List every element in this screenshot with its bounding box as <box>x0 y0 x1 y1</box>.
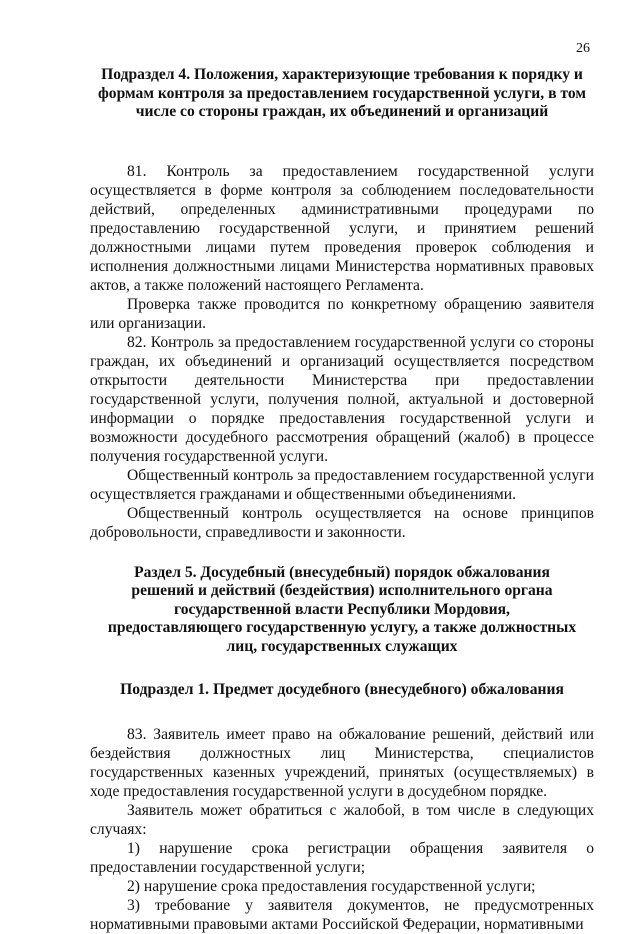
list-item-2: 2) нарушение срока предоставления государственной услуги; <box>127 877 536 895</box>
paragraph-83: 83. Заявитель имеет право на обжалование решений, действий или бездействия должностных лиц Министерства, специалистов государственных казенных учреждений, принятых (осуществляемых) в ходе предоставления государственной услуги в досудебном порядке. <box>90 725 594 800</box>
list-item-3: 3) требование у заявителя документов, не предусмотренных нормативными правовыми актами Российской Федерации, нормативными <box>90 896 594 933</box>
paragraph-complaint-cases: Заявитель может обратиться с жалобой, в том числе в следующих случаях: <box>90 801 594 838</box>
paragraph-81: 81. Контроль за предоставлением государственной услуги осуществляется в форме контроля за соблюдением последовательности действий, определенных административными процедурами по предоставлению государственной услуги, и принятием решений должностными лицами путем проведения проверок соблюдения и исполнения должностными лицами Министерства нормативных правовых актов, а также положений настоящего Регламента. <box>90 162 594 294</box>
subsection-4-title: Подраздел 4. Положения, характеризующие требования к порядку и формам контроля за предоставлением государственной услуги, в том числе со стороны граждан, их объединений и организаций <box>98 66 586 120</box>
paragraph-check: Проверка также проводится по конкретному обращению заявителя или организации. <box>90 295 594 332</box>
page-content <box>90 66 594 934</box>
subsection-1-title: Подраздел 1. Предмет досудебного (внесудебного) обжалования <box>120 681 564 698</box>
list-item-1: 1) нарушение срока регистрации обращения заявителя о предоставлении государственной услуги; <box>90 839 594 876</box>
page-number: 26 <box>576 41 590 56</box>
paragraph-public-control-principles: Общественный контроль осуществляется на основе принципов добровольности, справедливости и законности. <box>90 504 594 541</box>
section-5-title: Раздел 5. Досудебный (внесудебный) порядок обжалования решений и действий (бездействия) исполнительного органа государственной власти Республики Мордовия, предоставляющего государственную услугу, а также должностных лиц, государственных служащих <box>107 563 577 655</box>
paragraph-public-control: Общественный контроль за предоставлением государственной услуги осуществляется гражданами и общественными объединениями. <box>90 466 594 503</box>
paragraph-82: 82. Контроль за предоставлением государственной услуги со стороны граждан, их объединений и организаций осуществляется посредством открытости деятельности Министерства при предоставлении государственной услуги, получения полной, актуальной и достоверной информации о порядке предоставления государственной услуги и возможности досудебного рассмотрения обращений (жалоб) в процессе получения государственной услуги. <box>90 333 594 465</box>
